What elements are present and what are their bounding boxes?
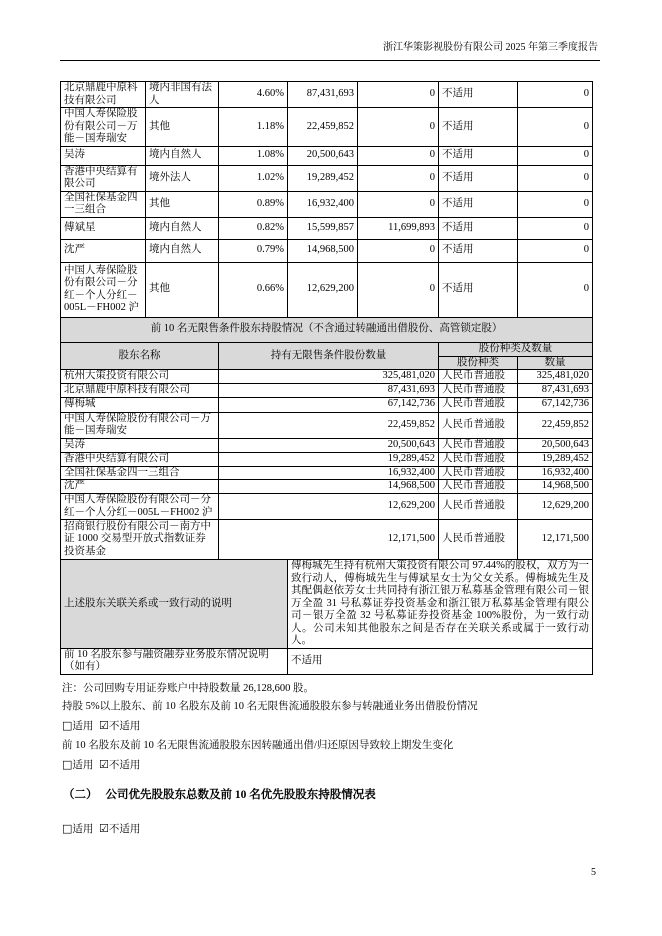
lending-checkbox-line (60, 719, 592, 733)
checked-box-icon: ☑ (99, 718, 109, 732)
lending-title: 持股 5%以上股东、前 10 名股东及前 10 名无限售流通股股东参与转融通业务出借股份情况 (62, 700, 478, 712)
unrestricted-holder-row (61, 466, 593, 480)
option-label-not-applicable: 不适用 (108, 823, 141, 835)
restricted-shares: 0 (358, 165, 439, 191)
holding-quantity: 16,932,400 (288, 191, 358, 217)
restricted-shares: 0 (358, 82, 439, 108)
top-holder-row (61, 165, 593, 191)
restricted-shares: 0 (358, 191, 439, 217)
margin-trading-row (61, 648, 593, 674)
column-header-name: 股东名称 (61, 342, 219, 370)
holder-nature: 其他 (146, 262, 219, 317)
holding-quantity: 15,599,857 (288, 217, 358, 239)
pledge-quantity: 0 (518, 217, 593, 239)
top-holder-row (61, 82, 593, 108)
preferred-checkbox-line (60, 822, 592, 836)
unrestricted-holder-row (61, 438, 593, 452)
section-number: （二） (63, 788, 98, 801)
column-header-type: 股份种类 (439, 356, 518, 370)
share-type-quantity: 19,289,452 (518, 452, 593, 466)
holding-percentage: 1.18% (219, 108, 288, 147)
pledge-quantity: 0 (518, 82, 593, 108)
share-type: 人民币普通股 (439, 383, 518, 397)
restricted-shares: 0 (358, 146, 439, 165)
option-label-applicable: 适用 (72, 720, 94, 732)
unrestricted-holder-row (61, 412, 593, 438)
checked-box-icon: ☑ (99, 757, 109, 771)
holding-percentage: 1.02% (219, 165, 288, 191)
pledge-quantity: 0 (518, 239, 593, 262)
section-heading-title: 公司优先股股东总数及前 10 名优先股股东持股情况表 (105, 788, 376, 801)
page-number: 5 (591, 867, 596, 878)
holder-name: 中国人寿保险股份有限公司－万能－国寿瑞安 (61, 412, 219, 438)
holder-name: 吴涛 (61, 438, 219, 452)
unrestricted-holder-row (61, 397, 593, 412)
holder-name: 北京鼎鹿中原科技有限公司 (61, 383, 219, 397)
unrestricted-shares: 12,629,200 (219, 494, 439, 520)
share-type-quantity: 12,171,500 (518, 520, 593, 560)
share-type-quantity: 87,431,693 (518, 383, 593, 397)
holding-percentage: 1.08% (219, 146, 288, 165)
column-header-type-group: 股份种类及数量 (439, 342, 593, 356)
header-divider (60, 60, 600, 61)
share-type: 人民币普通股 (439, 494, 518, 520)
holder-nature: 境内自然人 (146, 217, 219, 239)
margin-trading-text: 不适用 (288, 648, 593, 674)
pledge-status: 不适用 (439, 82, 518, 108)
holder-nature: 其他 (146, 108, 219, 147)
holder-name: 香港中央结算有限公司 (61, 165, 146, 191)
pledge-status: 不适用 (439, 262, 518, 317)
restricted-shares: 0 (358, 239, 439, 262)
relations-label: 上述股东关联关系或一致行动的说明 (61, 560, 288, 649)
unrestricted-shares: 12,171,500 (219, 520, 439, 560)
holding-percentage: 0.82% (219, 217, 288, 239)
margin-trading-label: 前 10 名股东参与融资融券业务股东情况说明（如有） (61, 648, 288, 674)
holder-nature: 境内自然人 (146, 146, 219, 165)
share-type: 人民币普通股 (439, 452, 518, 466)
holding-percentage: 4.60% (219, 82, 288, 108)
unrestricted-holder-row (61, 452, 593, 466)
option-label-applicable: 适用 (72, 823, 94, 835)
holder-name: 招商银行股份有限公司－南方中证 1000 交易型开放式指数证券投资基金 (61, 520, 219, 560)
page-body (60, 81, 592, 836)
share-type-quantity: 67,142,736 (518, 397, 593, 412)
unrestricted-shares: 14,968,500 (219, 480, 439, 494)
holder-name: 傅梅城 (61, 397, 219, 412)
holder-name: 杭州大策投资有限公司 (61, 370, 219, 384)
top-holder-row (61, 146, 593, 165)
unrestricted-holder-row (61, 494, 593, 520)
share-type-quantity: 12,629,200 (518, 494, 593, 520)
share-type-quantity: 20,500,643 (518, 438, 593, 452)
pledge-status: 不适用 (439, 191, 518, 217)
table-header-row (61, 342, 593, 356)
holder-name: 沈严 (61, 480, 219, 494)
option-label-not-applicable: 不适用 (108, 759, 141, 771)
holding-percentage: 0.89% (219, 191, 288, 217)
column-header-count: 数量 (518, 356, 593, 370)
unchecked-box-icon: □ (62, 757, 73, 771)
pledge-quantity: 0 (518, 146, 593, 165)
pledge-status: 不适用 (439, 108, 518, 147)
top-holder-row (61, 191, 593, 217)
change-checkbox-line (60, 758, 592, 772)
holding-quantity: 20,500,643 (288, 146, 358, 165)
holding-quantity: 12,629,200 (288, 262, 358, 317)
share-type-quantity: 325,481,020 (518, 370, 593, 384)
option-label-applicable: 适用 (72, 759, 94, 771)
holder-name: 中国人寿保险股份有限公司－分红－个人分红－005L－FH002 沪 (61, 262, 146, 317)
share-type: 人民币普通股 (439, 480, 518, 494)
holding-quantity: 87,431,693 (288, 82, 358, 108)
pledge-status: 不适用 (439, 239, 518, 262)
holding-quantity: 14,968,500 (288, 239, 358, 262)
holder-nature: 境内自然人 (146, 239, 219, 262)
relations-row (61, 560, 593, 649)
restricted-shares: 0 (358, 262, 439, 317)
restricted-shares: 0 (358, 108, 439, 147)
unrestricted-shares: 19,289,452 (219, 452, 439, 466)
restricted-shares: 11,699,893 (358, 217, 439, 239)
holder-name: 中国人寿保险股份有限公司－分红－个人分红－005L－FH002 沪 (61, 494, 219, 520)
section-heading (60, 788, 592, 803)
top-holder-row (61, 239, 593, 262)
unrestricted-holder-row (61, 480, 593, 494)
pledge-quantity: 0 (518, 165, 593, 191)
holder-name: 中国人寿保险股份有限公司－万能－国寿瑞安 (61, 108, 146, 147)
share-type-quantity: 14,968,500 (518, 480, 593, 494)
unchecked-box-icon: □ (62, 718, 73, 732)
holder-name: 北京鼎鹿中原科技有限公司 (61, 82, 146, 108)
unrestricted-shares: 16,932,400 (219, 466, 439, 480)
top-holder-row (61, 262, 593, 317)
holder-name: 吴涛 (61, 146, 146, 165)
running-header: 浙江华策影视股份有限公司 2025 年第三季度报告 (383, 42, 598, 53)
unrestricted-shares: 325,481,020 (219, 370, 439, 384)
holder-name: 全国社保基金四一三组合 (61, 191, 146, 217)
holder-name: 傅斌星 (61, 217, 146, 239)
unrestricted-shares: 67,142,736 (219, 397, 439, 412)
section-title: 前 10 名无限售条件股东持股情况（不含通过转融通出借股份、高管锁定股） (61, 317, 593, 342)
holding-quantity: 22,459,852 (288, 108, 358, 147)
pledge-status: 不适用 (439, 146, 518, 165)
holder-nature: 境内非国有法人 (146, 82, 219, 108)
share-type: 人民币普通股 (439, 438, 518, 452)
share-type: 人民币普通股 (439, 412, 518, 438)
pledge-status: 不适用 (439, 165, 518, 191)
shareholder-table (60, 81, 593, 675)
unrestricted-holder-row (61, 520, 593, 560)
checked-box-icon: ☑ (99, 821, 109, 835)
share-type: 人民币普通股 (439, 397, 518, 412)
share-type-quantity: 22,459,852 (518, 412, 593, 438)
pledge-quantity: 0 (518, 108, 593, 147)
unrestricted-holder-row (61, 370, 593, 384)
relations-text: 傅梅城先生持有杭州大策投资有限公司 97.44%的股权，双方为一致行动人，傅梅城先生与傅斌星女士为父女关系。傅梅城先生及其配偶赵依芳女士共同持有浙江银万私募基金管理有限公司－银万全盈 31 号私募证券投资基金和浙江银万私募基金管理有限公司－银万全盈 32 号私募证券投资基金 100%股份，为一致行动人。公司未知其他股东之间是否存在关联关系或属于一致行动人。 (288, 560, 593, 649)
unrestricted-shares: 87,431,693 (219, 383, 439, 397)
share-type: 人民币普通股 (439, 520, 518, 560)
buyback-note: 注：公司回购专用证券账户中持股数量 26,128,600 股。 (62, 682, 314, 694)
holder-name: 香港中央结算有限公司 (61, 452, 219, 466)
unchecked-box-icon: □ (62, 821, 73, 835)
top-holder-row (61, 108, 593, 147)
unrestricted-shares: 22,459,852 (219, 412, 439, 438)
top-holder-row (61, 217, 593, 239)
holding-percentage: 0.66% (219, 262, 288, 317)
pledge-quantity: 0 (518, 262, 593, 317)
unrestricted-shares: 20,500,643 (219, 438, 439, 452)
column-header-shares: 持有无限售条件股份数量 (219, 342, 439, 370)
section-title-row (61, 317, 593, 342)
share-type-quantity: 16,932,400 (518, 466, 593, 480)
holder-nature: 其他 (146, 191, 219, 217)
pledge-quantity: 0 (518, 191, 593, 217)
holder-name: 全国社保基金四一三组合 (61, 466, 219, 480)
holding-quantity: 19,289,452 (288, 165, 358, 191)
unrestricted-holder-row (61, 383, 593, 397)
holder-name: 沈严 (61, 239, 146, 262)
change-title: 前 10 名股东及前 10 名无限售流通股股东因转融通出借/归还原因导致较上期发生变化 (62, 739, 454, 751)
share-type: 人民币普通股 (439, 370, 518, 384)
pledge-status: 不适用 (439, 217, 518, 239)
option-label-not-applicable: 不适用 (108, 720, 141, 732)
holder-nature: 境外法人 (146, 165, 219, 191)
holding-percentage: 0.79% (219, 239, 288, 262)
share-type: 人民币普通股 (439, 466, 518, 480)
